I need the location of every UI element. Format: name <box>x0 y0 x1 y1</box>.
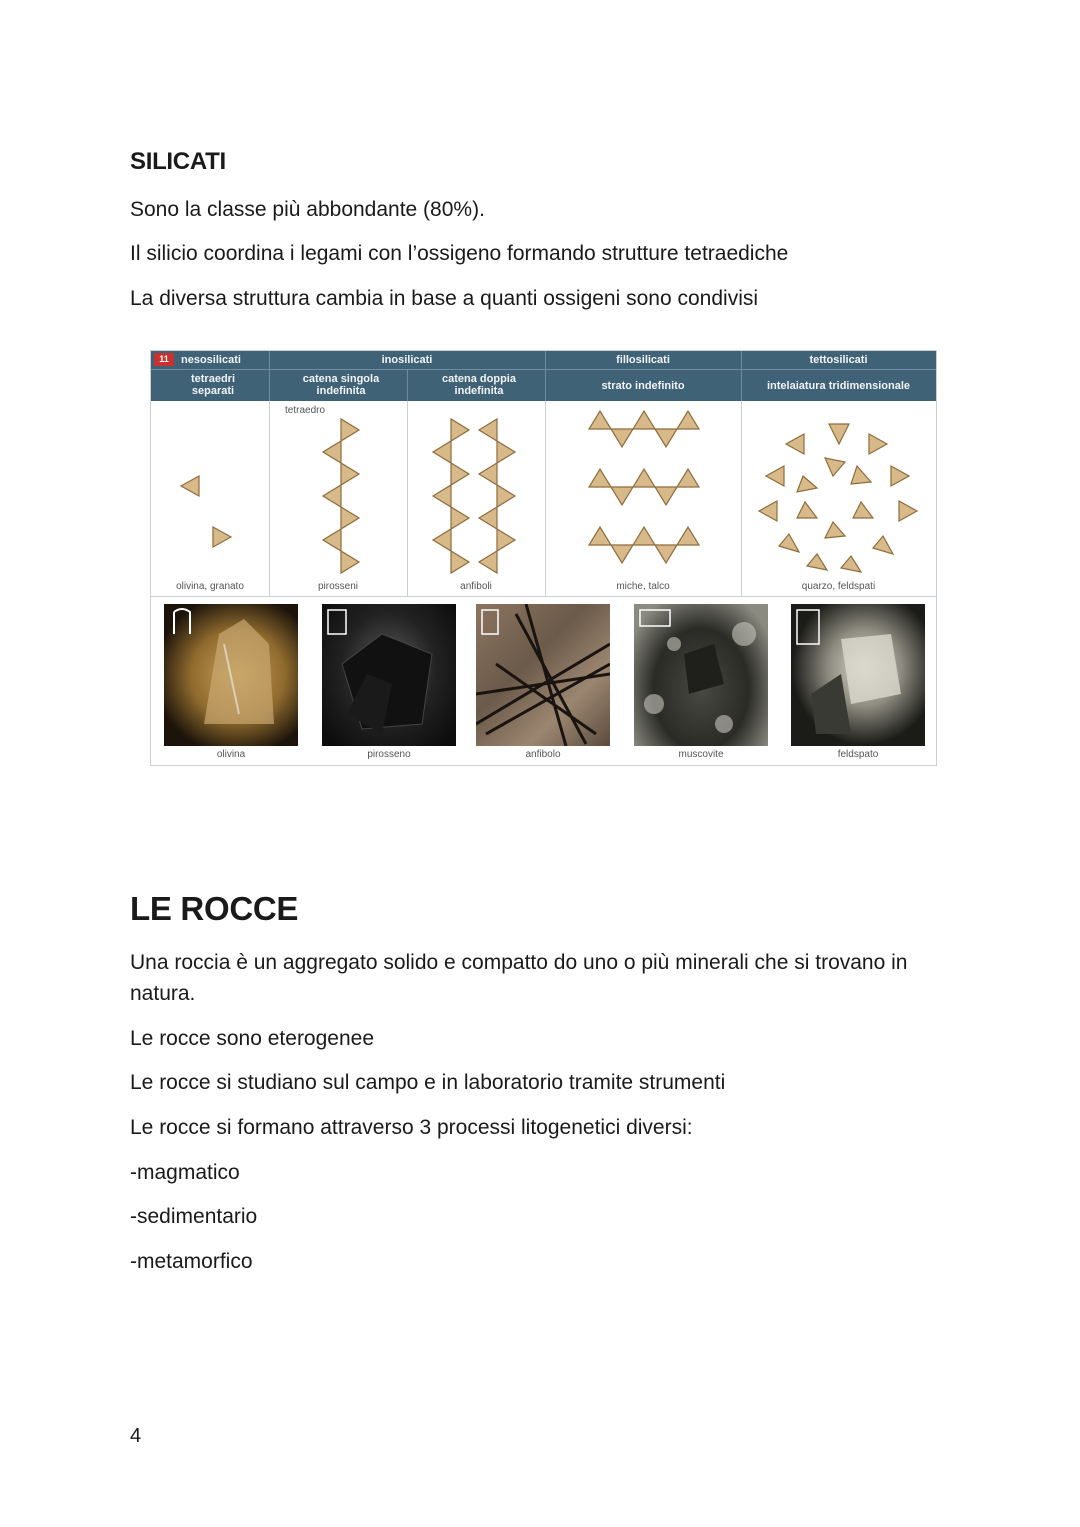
photo-olivina <box>164 604 298 746</box>
example-caption: quarzo, feldspati <box>801 581 876 592</box>
framework-structure <box>759 424 917 572</box>
paragraph-line: Sono la classe più abbondante (80%). <box>130 198 485 221</box>
isolated-tetrahedron <box>213 527 231 547</box>
isolated-tetrahedron <box>181 476 199 496</box>
single-chain <box>323 419 359 573</box>
example-caption: pirosseni <box>317 581 359 592</box>
section-title-le-rocce: LE ROCCE <box>130 890 299 927</box>
photo-caption: anfibolo <box>525 749 561 760</box>
photo-caption: pirosseno <box>367 749 411 760</box>
photo-muscovite <box>634 604 768 746</box>
structure-label: intelaiatura tridimensionale <box>766 380 911 392</box>
photo-feldspato <box>791 604 925 746</box>
example-caption: miche, talco <box>616 581 670 592</box>
page-number: 4 <box>130 1425 142 1447</box>
tetraedro-label: tetraedro <box>285 405 326 416</box>
section-title-silicati: SILICATI <box>130 148 226 175</box>
example-caption: anfiboli <box>460 581 492 592</box>
group-label-fillosilicati: fillosilicati <box>616 354 670 366</box>
group-label-inosilicati: inosilicati <box>381 354 433 366</box>
figure-header <box>151 351 936 401</box>
example-caption: olivina, granato <box>176 581 244 592</box>
double-chain <box>433 419 515 573</box>
paragraph-line: La diversa struttura cambia in base a quanti ossigeni sono condivisi <box>130 287 759 310</box>
silicate-structures-figure <box>150 350 937 766</box>
structure-label: strato indefinito <box>601 380 685 392</box>
list-item-magmatico: -magmatico <box>130 1161 240 1184</box>
paragraph-line: Il silicio coordina i legami con l’ossigeno formando strutture tetraediche <box>130 242 789 265</box>
paragraph-line: Le rocce si formano attraverso 3 processi litogenetici diversi: <box>130 1116 693 1139</box>
structure-label: tetraedri separati <box>190 373 236 397</box>
paragraph-line: Le rocce sono eterogenee <box>130 1027 375 1050</box>
list-item-metamorfico: -metamorfico <box>130 1250 253 1273</box>
structure-label: catena singola indefinita <box>302 373 380 397</box>
sheet-structure <box>589 411 699 563</box>
list-item-sedimentario: -sedimentario <box>130 1205 258 1228</box>
figure-number-badge: 11 <box>154 353 174 366</box>
photo-anfibolo <box>476 604 610 746</box>
photo-caption: olivina <box>216 749 246 760</box>
silicate-structure-drawings <box>151 401 936 581</box>
group-label-nesosilicati: nesosilicati <box>181 354 241 366</box>
paragraph-line: Le rocce si studiano sul campo e in laboratorio tramite strumenti <box>130 1071 726 1094</box>
photo-caption: feldspato <box>837 749 879 760</box>
structure-label: catena doppia indefinita <box>442 373 516 397</box>
photo-pirosseno <box>322 604 456 746</box>
photo-caption: muscovite <box>678 749 724 760</box>
paragraph-line: Una roccia è un aggregato solido e compatto do uno o più minerali che si trovano in natura. <box>130 951 908 1005</box>
group-label-tettosilicati: tettosilicati <box>809 354 868 366</box>
